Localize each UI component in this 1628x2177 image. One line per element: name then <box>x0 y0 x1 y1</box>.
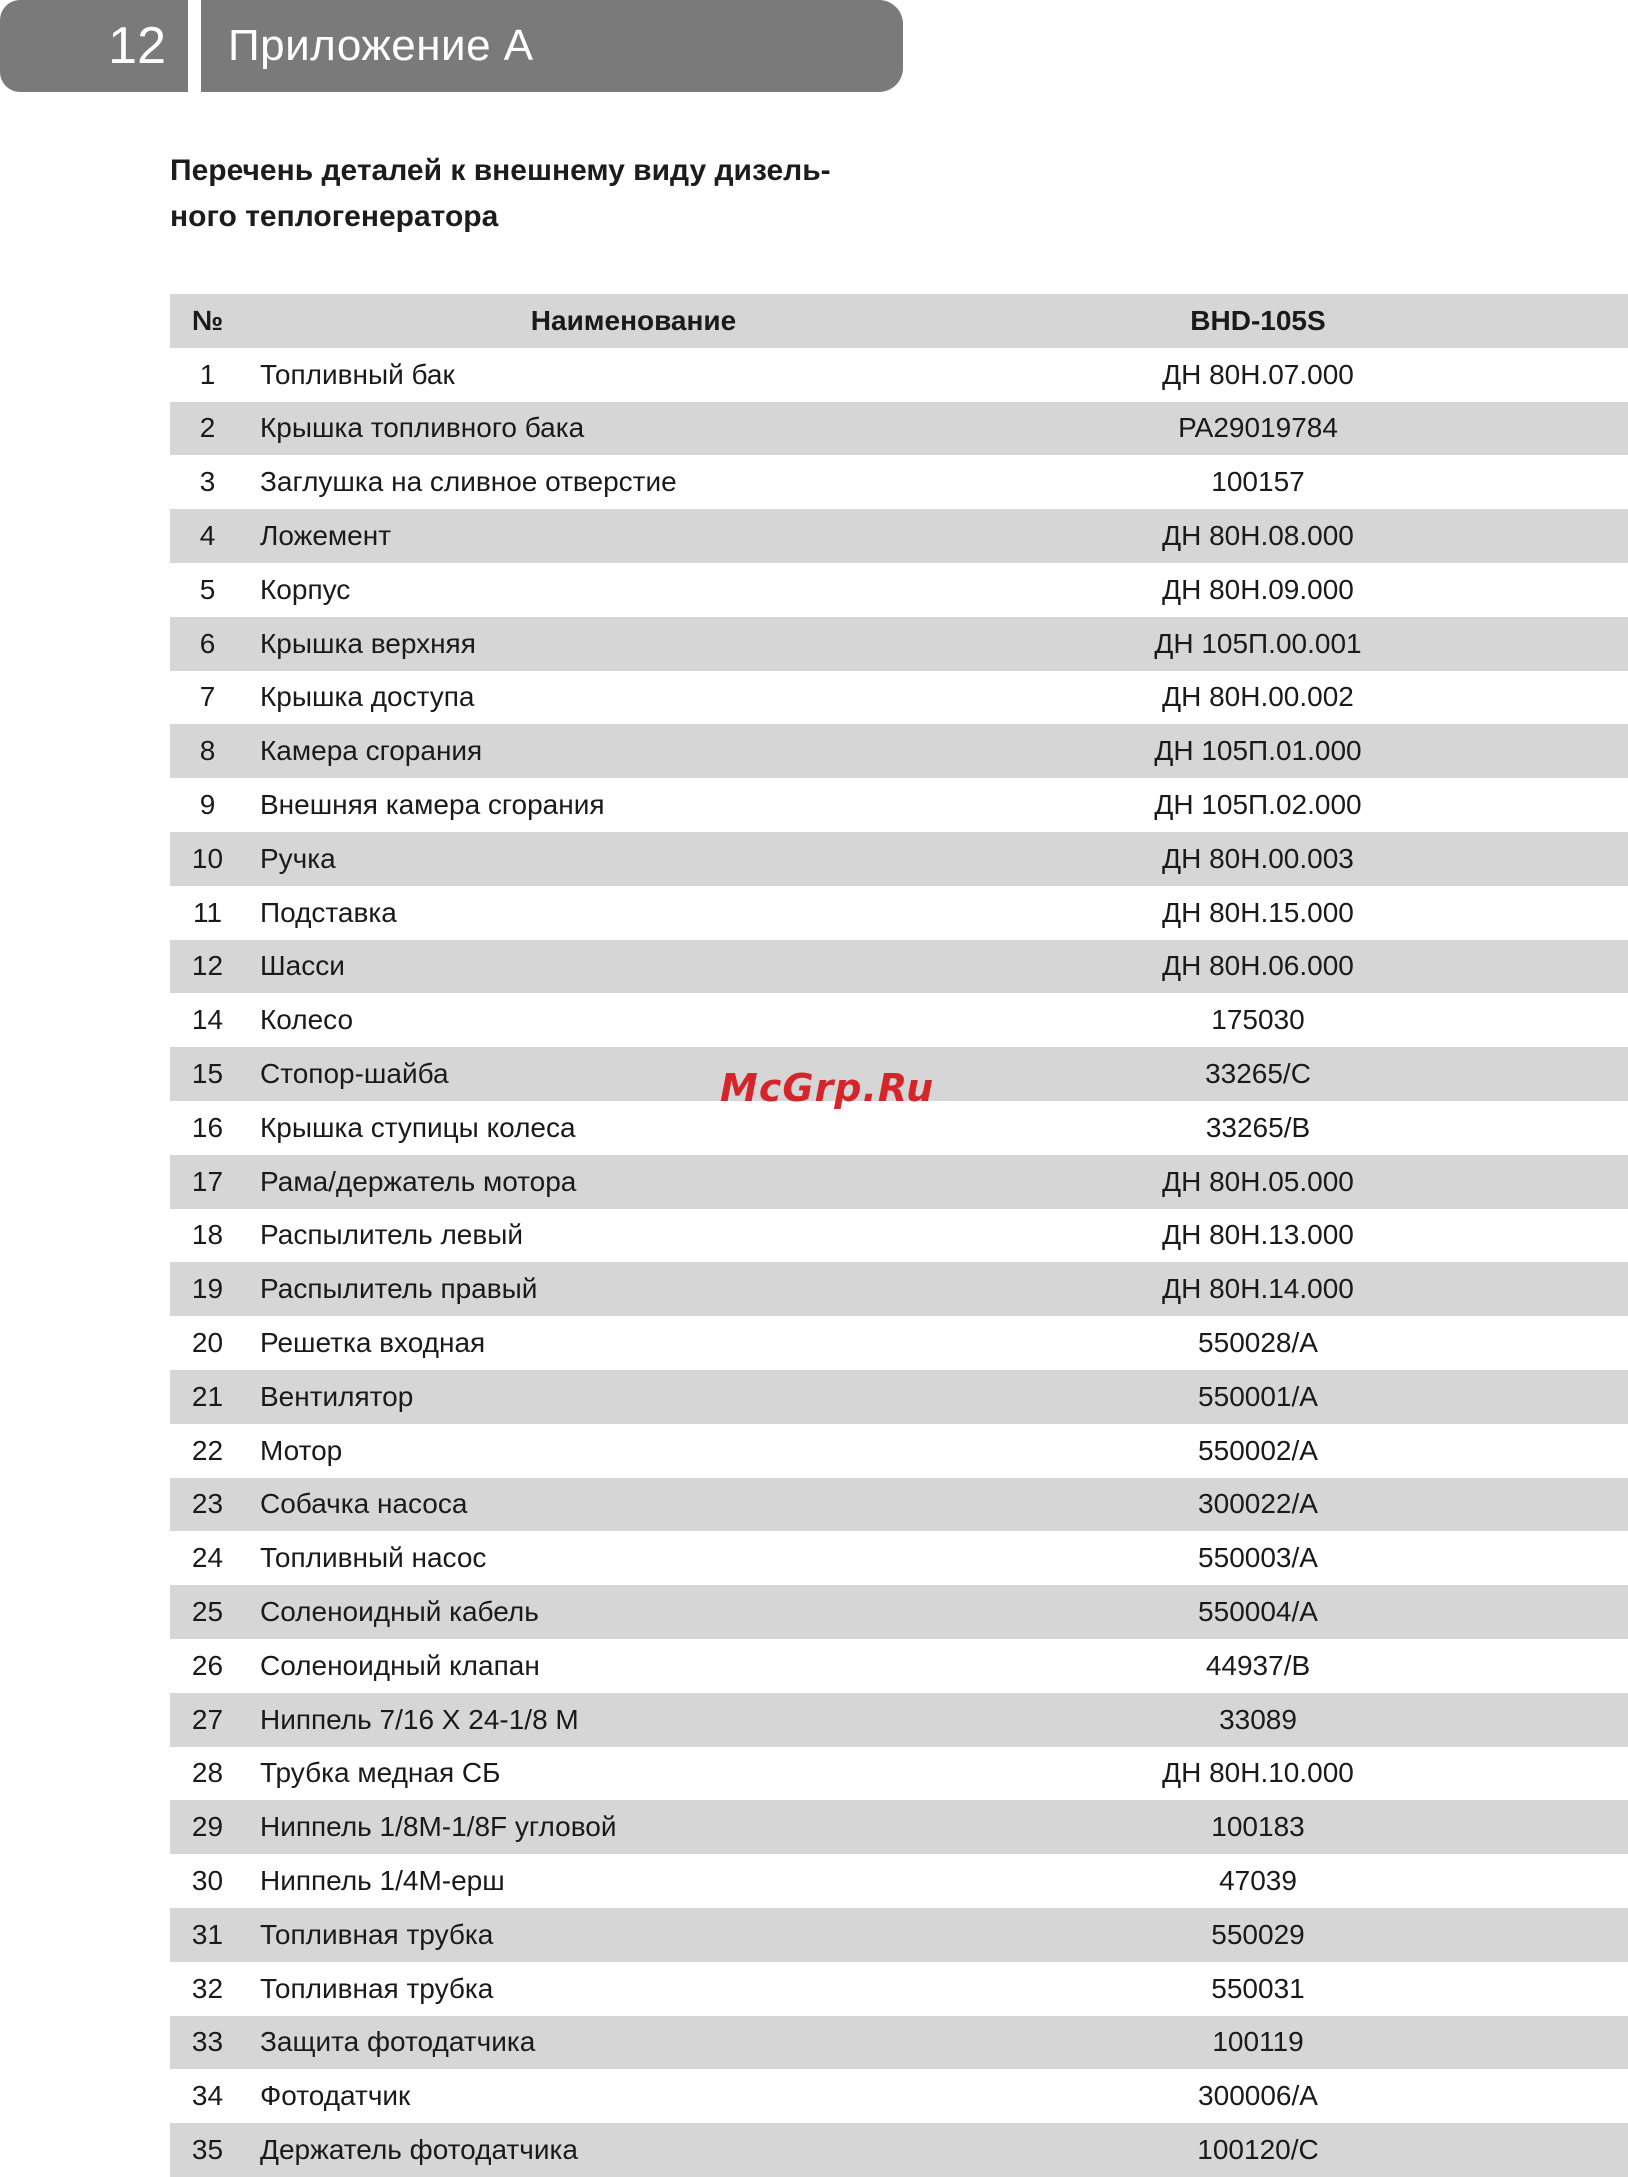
header-tab <box>0 0 903 92</box>
row-spacer-cell <box>1494 1800 1628 1854</box>
part-name-cell: Крышка доступа <box>245 671 1022 725</box>
part-name-cell: Ниппель 1/8M-1/8F угловой <box>245 1800 1022 1854</box>
table-row <box>170 1531 1628 1585</box>
part-code-cell: ДН 80Н.00.003 <box>1022 832 1494 886</box>
table-row <box>170 886 1628 940</box>
part-code-cell: 550003/A <box>1022 1531 1494 1585</box>
row-number-cell: 33 <box>170 2016 245 2070</box>
row-number-cell: 18 <box>170 1209 245 1263</box>
row-number-cell: 19 <box>170 1262 245 1316</box>
row-number-cell: 27 <box>170 1693 245 1747</box>
part-code-cell: 100183 <box>1022 1800 1494 1854</box>
part-name-cell: Ниппель 7/16 X 24-1/8 M <box>245 1693 1022 1747</box>
table-row <box>170 2069 1628 2123</box>
table-header-row <box>170 294 1628 348</box>
row-spacer-cell <box>1494 1639 1628 1693</box>
row-spacer-cell <box>1494 1747 1628 1801</box>
part-name-cell: Колесо <box>245 993 1022 1047</box>
part-name-cell: Стопор-шайба <box>245 1047 1022 1101</box>
parts-table-body <box>170 348 1628 2177</box>
part-code-cell: ДН 80Н.08.000 <box>1022 509 1494 563</box>
row-number-cell: 23 <box>170 1478 245 1532</box>
part-name-cell: Вентилятор <box>245 1370 1022 1424</box>
part-code-cell: PA29019784 <box>1022 402 1494 456</box>
part-name-cell: Топливный насос <box>245 1531 1022 1585</box>
part-code-cell: 47039 <box>1022 1854 1494 1908</box>
table-row <box>170 1800 1628 1854</box>
part-code-cell: ДН 80Н.06.000 <box>1022 940 1494 994</box>
row-number-cell: 24 <box>170 1531 245 1585</box>
part-code-cell: 100157 <box>1022 455 1494 509</box>
row-spacer-cell <box>1494 1962 1628 2016</box>
table-row <box>170 1908 1628 1962</box>
section-title: Приложение А <box>228 21 534 70</box>
row-number-cell: 11 <box>170 886 245 940</box>
part-code-cell: ДН 80Н.15.000 <box>1022 886 1494 940</box>
part-code-cell: 300022/A <box>1022 1478 1494 1532</box>
page-number: 12 <box>108 17 166 75</box>
part-name-cell: Топливный бак <box>245 348 1022 402</box>
row-spacer-cell <box>1494 940 1628 994</box>
row-number-cell: 29 <box>170 1800 245 1854</box>
row-number-cell: 9 <box>170 778 245 832</box>
part-code-cell: ДН 105П.02.000 <box>1022 778 1494 832</box>
part-code-cell: ДН 80Н.05.000 <box>1022 1155 1494 1209</box>
column-header-spacer <box>1494 294 1628 348</box>
part-name-cell: Собачка насоса <box>245 1478 1022 1532</box>
part-code-cell: 100120/C <box>1022 2123 1494 2177</box>
table-row <box>170 940 1628 994</box>
table-row <box>170 1209 1628 1263</box>
part-code-cell: 550001/A <box>1022 1370 1494 1424</box>
part-name-cell: Распылитель правый <box>245 1262 1022 1316</box>
row-spacer-cell <box>1494 1316 1628 1370</box>
watermark: McGrp.Ru <box>720 1066 935 1110</box>
row-number-cell: 21 <box>170 1370 245 1424</box>
row-number-cell: 20 <box>170 1316 245 1370</box>
part-name-cell: Камера сгорания <box>245 724 1022 778</box>
part-code-cell: ДН 105П.01.000 <box>1022 724 1494 778</box>
part-name-cell: Ложемент <box>245 509 1022 563</box>
row-spacer-cell <box>1494 455 1628 509</box>
part-name-cell: Внешняя камера сгорания <box>245 778 1022 832</box>
table-row <box>170 455 1628 509</box>
part-name-cell: Заглушка на сливное отверстие <box>245 455 1022 509</box>
header-divider <box>188 0 201 92</box>
table-row <box>170 724 1628 778</box>
part-name-cell: Фотодатчик <box>245 2069 1022 2123</box>
row-spacer-cell <box>1494 1370 1628 1424</box>
row-number-cell: 30 <box>170 1854 245 1908</box>
table-row <box>170 563 1628 617</box>
row-spacer-cell <box>1494 2016 1628 2070</box>
part-code-cell: ДН 80Н.07.000 <box>1022 348 1494 402</box>
table-row <box>170 1316 1628 1370</box>
part-name-cell: Мотор <box>245 1424 1022 1478</box>
row-spacer-cell <box>1494 1047 1628 1101</box>
row-spacer-cell <box>1494 402 1628 456</box>
table-row <box>170 778 1628 832</box>
part-name-cell: Крышка ступицы колеса <box>245 1101 1022 1155</box>
table-row <box>170 1585 1628 1639</box>
row-spacer-cell <box>1494 1693 1628 1747</box>
row-number-cell: 10 <box>170 832 245 886</box>
row-number-cell: 35 <box>170 2123 245 2177</box>
row-number-cell: 7 <box>170 671 245 725</box>
part-name-cell: Крышка топливного бака <box>245 402 1022 456</box>
row-spacer-cell <box>1494 886 1628 940</box>
row-spacer-cell <box>1494 1262 1628 1316</box>
table-row <box>170 993 1628 1047</box>
part-code-cell: 550029 <box>1022 1908 1494 1962</box>
row-spacer-cell <box>1494 671 1628 725</box>
table-row <box>170 1262 1628 1316</box>
row-spacer-cell <box>1494 1854 1628 1908</box>
row-number-cell: 26 <box>170 1639 245 1693</box>
row-number-cell: 1 <box>170 348 245 402</box>
part-name-cell: Решетка входная <box>245 1316 1022 1370</box>
row-number-cell: 25 <box>170 1585 245 1639</box>
parts-table <box>170 294 1628 2177</box>
table-row <box>170 1424 1628 1478</box>
row-spacer-cell <box>1494 509 1628 563</box>
part-name-cell: Соленоидный кабель <box>245 1585 1022 1639</box>
part-code-cell: 550028/A <box>1022 1316 1494 1370</box>
table-row <box>170 2016 1628 2070</box>
row-spacer-cell <box>1494 2123 1628 2177</box>
part-name-cell: Рама/держатель мотора <box>245 1155 1022 1209</box>
table-row <box>170 617 1628 671</box>
part-code-cell: 33265/C <box>1022 1047 1494 1101</box>
row-spacer-cell <box>1494 1908 1628 1962</box>
part-code-cell: 33265/B <box>1022 1101 1494 1155</box>
part-code-cell: 44937/B <box>1022 1639 1494 1693</box>
part-name-cell: Шасси <box>245 940 1022 994</box>
part-code-cell: 100119 <box>1022 2016 1494 2070</box>
section-title-box <box>201 0 903 92</box>
table-row <box>170 1693 1628 1747</box>
row-number-cell: 2 <box>170 402 245 456</box>
row-number-cell: 8 <box>170 724 245 778</box>
part-code-cell: ДН 80Н.14.000 <box>1022 1262 1494 1316</box>
row-spacer-cell <box>1494 617 1628 671</box>
document-heading-line-2: ного теплогенератора <box>170 200 499 233</box>
part-code-cell: 300006/A <box>1022 2069 1494 2123</box>
row-spacer-cell <box>1494 348 1628 402</box>
row-number-cell: 34 <box>170 2069 245 2123</box>
table-row <box>170 402 1628 456</box>
row-number-cell: 5 <box>170 563 245 617</box>
row-number-cell: 31 <box>170 1908 245 1962</box>
table-row <box>170 348 1628 402</box>
row-number-cell: 28 <box>170 1747 245 1801</box>
table-row <box>170 832 1628 886</box>
row-spacer-cell <box>1494 563 1628 617</box>
row-spacer-cell <box>1494 832 1628 886</box>
row-spacer-cell <box>1494 1478 1628 1532</box>
part-name-cell: Ручка <box>245 832 1022 886</box>
document-heading <box>170 148 910 240</box>
document-heading-line-1: Перечень деталей к внешнему виду дизель- <box>170 154 831 187</box>
part-code-cell: ДН 80Н.09.000 <box>1022 563 1494 617</box>
row-spacer-cell <box>1494 1424 1628 1478</box>
row-number-cell: 15 <box>170 1047 245 1101</box>
part-name-cell: Корпус <box>245 563 1022 617</box>
table-row <box>170 1155 1628 1209</box>
part-name-cell: Защита фотодатчика <box>245 2016 1022 2070</box>
column-header-name: Наименование <box>245 294 1022 348</box>
part-code-cell: ДН 105П.00.001 <box>1022 617 1494 671</box>
part-code-cell: ДН 80Н.10.000 <box>1022 1747 1494 1801</box>
part-code-cell: ДН 80Н.00.002 <box>1022 671 1494 725</box>
row-spacer-cell <box>1494 778 1628 832</box>
table-row <box>170 1478 1628 1532</box>
row-number-cell: 32 <box>170 1962 245 2016</box>
row-spacer-cell <box>1494 1155 1628 1209</box>
table-row <box>170 1854 1628 1908</box>
part-name-cell: Ниппель 1/4M-ерш <box>245 1854 1022 1908</box>
column-header-number: № <box>170 294 245 348</box>
part-code-cell: 550002/A <box>1022 1424 1494 1478</box>
row-number-cell: 6 <box>170 617 245 671</box>
row-spacer-cell <box>1494 724 1628 778</box>
part-name-cell: Топливная трубка <box>245 1908 1022 1962</box>
table-row <box>170 509 1628 563</box>
part-name-cell: Крышка верхняя <box>245 617 1022 671</box>
table-row <box>170 1747 1628 1801</box>
part-name-cell: Трубка медная СБ <box>245 1747 1022 1801</box>
table-row <box>170 1639 1628 1693</box>
row-spacer-cell <box>1494 993 1628 1047</box>
part-code-cell: 33089 <box>1022 1693 1494 1747</box>
part-code-cell: 550004/A <box>1022 1585 1494 1639</box>
row-spacer-cell <box>1494 2069 1628 2123</box>
table-row <box>170 1962 1628 2016</box>
page-number-box <box>0 0 188 92</box>
table-row <box>170 1370 1628 1424</box>
part-name-cell: Топливная трубка <box>245 1962 1022 2016</box>
column-header-model: BHD-105S <box>1022 294 1494 348</box>
row-number-cell: 22 <box>170 1424 245 1478</box>
part-name-cell: Подставка <box>245 886 1022 940</box>
table-row <box>170 671 1628 725</box>
part-name-cell: Держатель фотодатчика <box>245 2123 1022 2177</box>
row-number-cell: 12 <box>170 940 245 994</box>
part-code-cell: ДН 80Н.13.000 <box>1022 1209 1494 1263</box>
table-row <box>170 2123 1628 2177</box>
row-spacer-cell <box>1494 1531 1628 1585</box>
part-name-cell: Соленоидный клапан <box>245 1639 1022 1693</box>
row-number-cell: 3 <box>170 455 245 509</box>
row-spacer-cell <box>1494 1585 1628 1639</box>
row-spacer-cell <box>1494 1101 1628 1155</box>
row-number-cell: 4 <box>170 509 245 563</box>
row-number-cell: 17 <box>170 1155 245 1209</box>
part-code-cell: 175030 <box>1022 993 1494 1047</box>
part-code-cell: 550031 <box>1022 1962 1494 2016</box>
row-spacer-cell <box>1494 1209 1628 1263</box>
row-number-cell: 14 <box>170 993 245 1047</box>
row-number-cell: 16 <box>170 1101 245 1155</box>
part-name-cell: Распылитель левый <box>245 1209 1022 1263</box>
